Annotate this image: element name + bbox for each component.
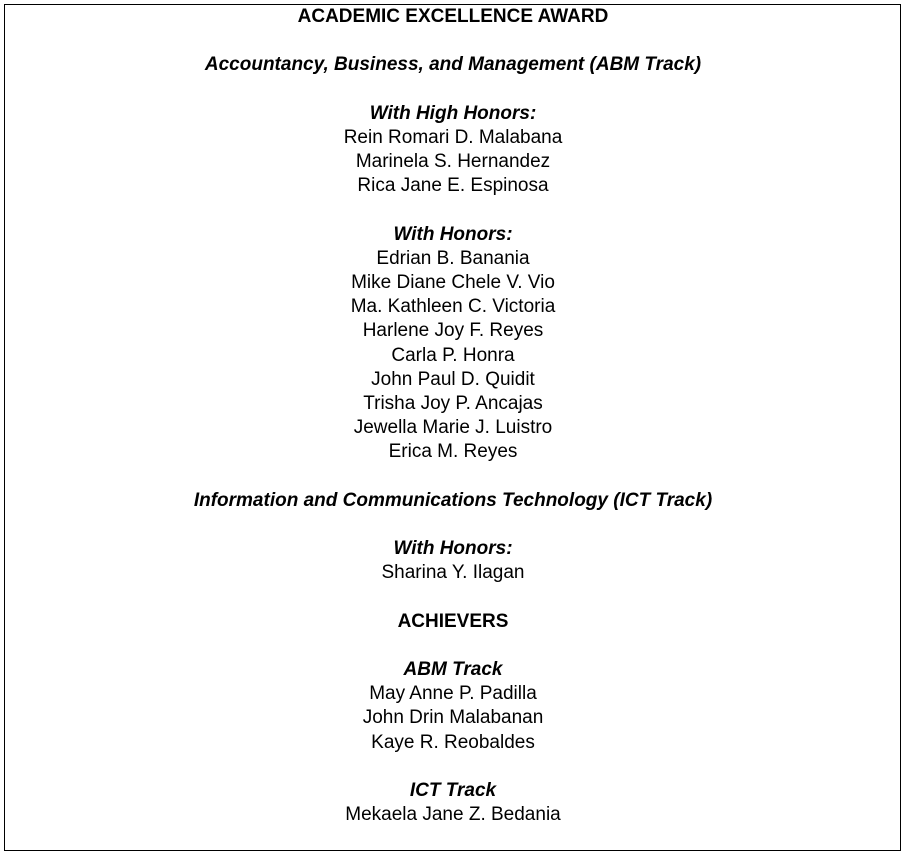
achiever-name: May Anne P. Padilla [369,683,537,705]
ict-track-heading: Information and Communications Technology (ICT Track) [193,489,713,511]
honoree-name: Rica Jane E. Espinosa [357,175,549,197]
achievers-abm-list [0,682,906,755]
achiever-name: John Drin Malabanan [362,707,544,729]
achievers-ict-list [0,803,906,827]
achievers-title: ACHIEVERS [397,610,509,632]
awards-document [0,5,906,827]
honoree-name: Erica M. Reyes [388,441,518,463]
achiever-name: Mekaela Jane Z. Bedania [345,804,561,826]
honoree-name: Sharina Y. Ilagan [381,562,525,584]
abm-honors-list [0,247,906,465]
abm-high-honors-list [0,126,906,199]
abm-track-heading: Accountancy, Business, and Management (ABM Track) [204,54,702,76]
honoree-name: Rein Romari D. Malabana [343,126,563,148]
ict-honors-label: With Honors: [393,538,513,560]
honoree-name: Mike Diane Chele V. Vio [351,272,555,294]
honoree-name: Carla P. Honra [391,344,515,366]
abm-honors-label: With Honors: [393,223,513,245]
ict-honors-list [0,561,906,585]
honoree-name: Harlene Joy F. Reyes [362,320,544,342]
honoree-name: Jewella Marie J. Luistro [353,417,553,439]
honoree-name: Ma. Kathleen C. Victoria [350,296,556,318]
abm-high-honors-label: With High Honors: [369,102,537,124]
honoree-name: Marinela S. Hernandez [355,151,551,173]
honoree-name: Edrian B. Banania [376,247,530,269]
achiever-name: Kaye R. Reobaldes [371,731,535,753]
achievers-abm-label: ABM Track [403,659,503,681]
honoree-name: John Paul D. Quidit [371,368,535,390]
achievers-ict-label: ICT Track [409,780,497,801]
honoree-name: Trisha Joy P. Ancajas [363,393,543,414]
award-title: ACADEMIC EXCELLENCE AWARD [297,6,609,27]
